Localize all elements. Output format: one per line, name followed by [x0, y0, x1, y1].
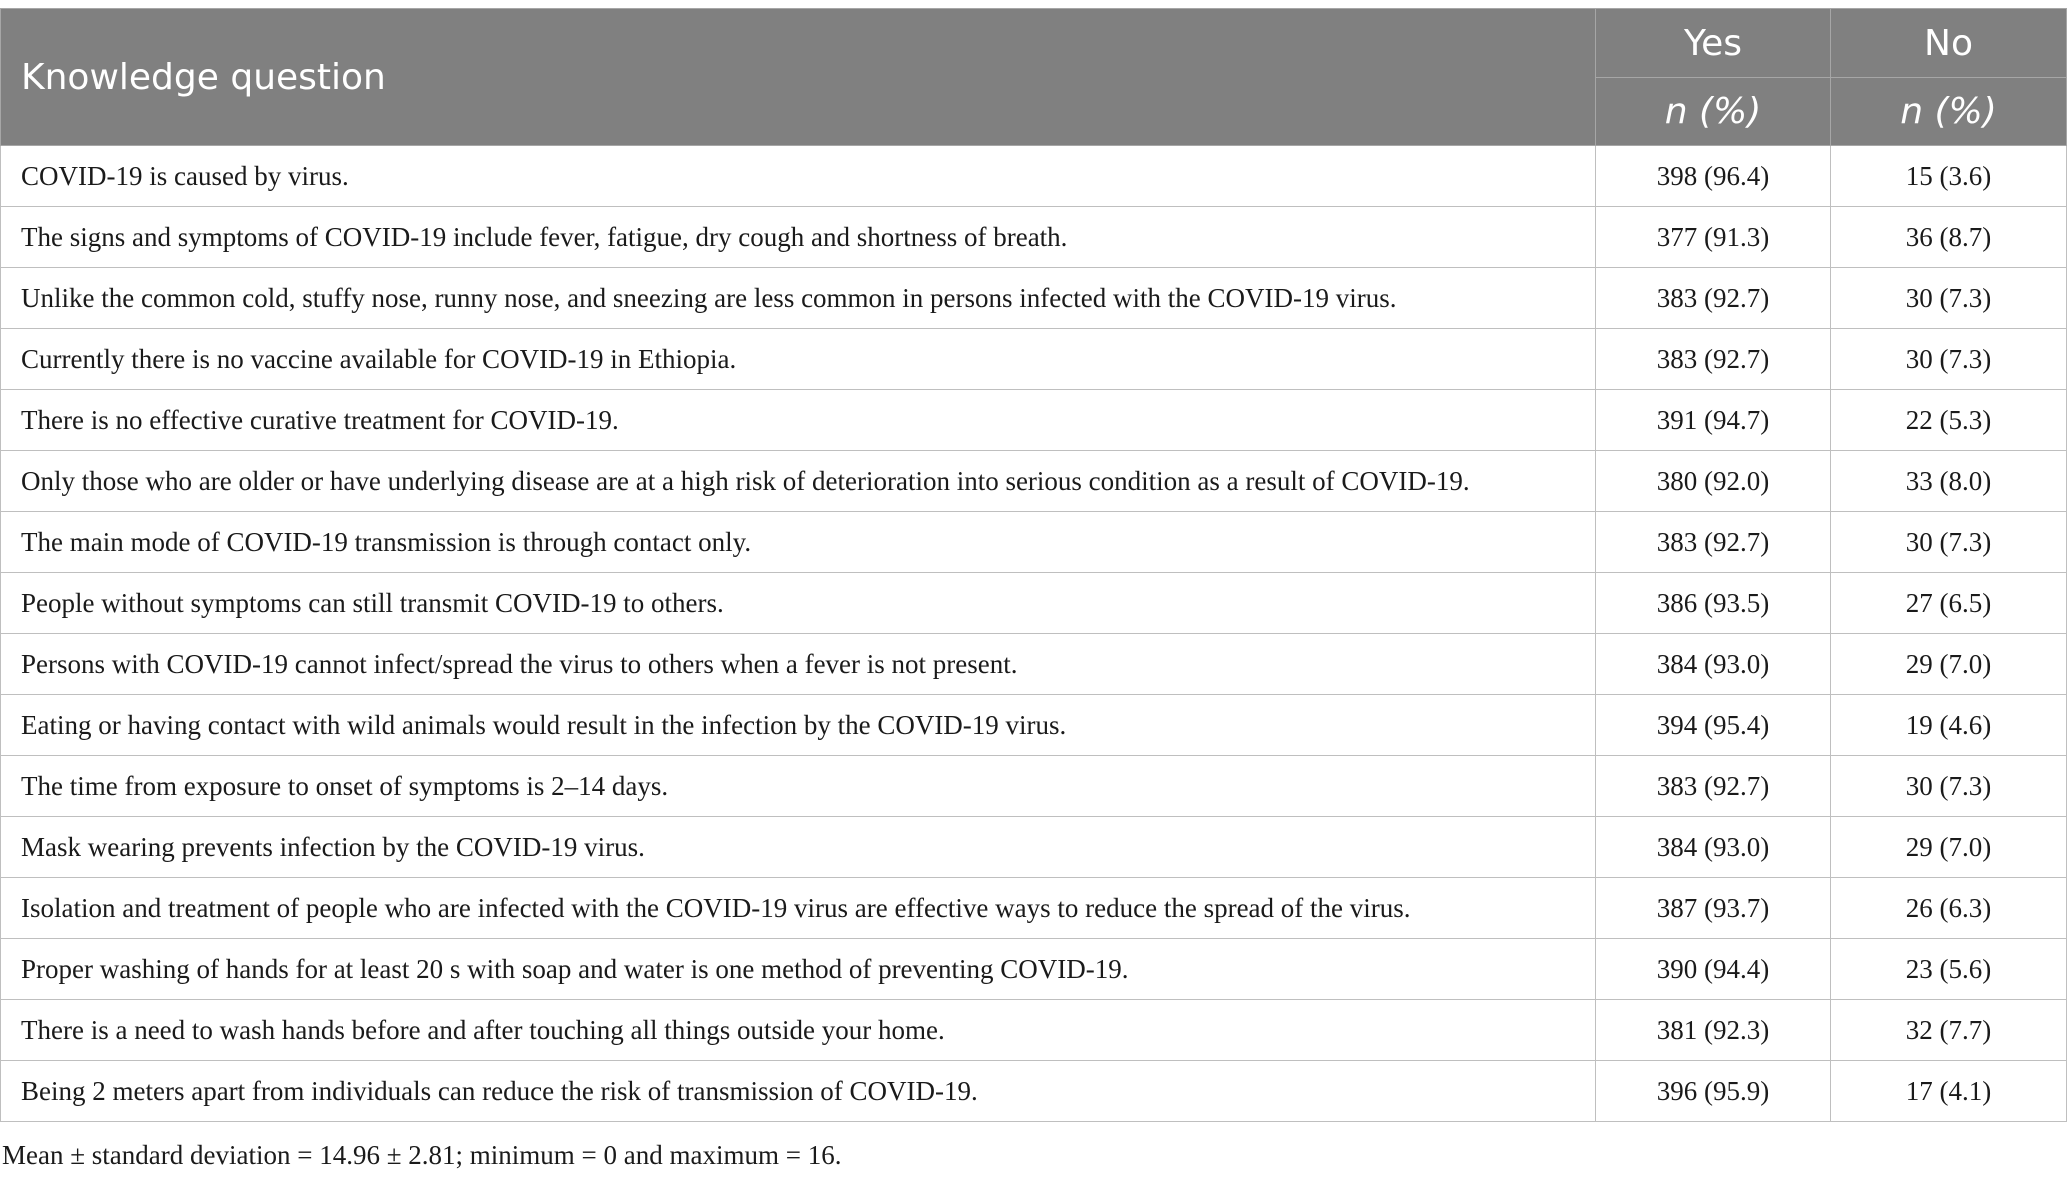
table-row: [1, 878, 2067, 939]
question-cell: The signs and symptoms of COVID-19 include fever, fatigue, dry cough and shortness of breath.: [1, 207, 1596, 268]
question-cell: Currently there is no vaccine available for COVID-19 in Ethiopia.: [1, 329, 1596, 390]
question-cell: Unlike the common cold, stuffy nose, runny nose, and sneezing are less common in persons infected with the COVID-19 virus.: [1, 268, 1596, 329]
table-row: [1, 268, 2067, 329]
question-cell: Being 2 meters apart from individuals can reduce the risk of transmission of COVID-19.: [1, 1061, 1596, 1122]
header-yes-n-percent: n (%): [1596, 78, 1831, 146]
question-cell: COVID-19 is caused by virus.: [1, 146, 1596, 207]
no-cell: 30 (7.3): [1831, 329, 2067, 390]
question-cell: Eating or having contact with wild animals would result in the infection by the COVID-19 virus.: [1, 695, 1596, 756]
table-header: [1, 9, 2067, 146]
table-footnote: Mean ± standard deviation = 14.96 ± 2.81; minimum = 0 and maximum = 16.: [2, 1140, 842, 1170]
yes-cell: 383 (92.7): [1596, 329, 1831, 390]
question-cell: There is a need to wash hands before and after touching all things outside your home.: [1, 1000, 1596, 1061]
question-cell: There is no effective curative treatment for COVID-19.: [1, 390, 1596, 451]
table-row: [1, 817, 2067, 878]
table-row: [1, 756, 2067, 817]
no-cell: 22 (5.3): [1831, 390, 2067, 451]
no-cell: 29 (7.0): [1831, 817, 2067, 878]
yes-cell: 384 (93.0): [1596, 817, 1831, 878]
table-row: [1, 1061, 2067, 1122]
yes-cell: 394 (95.4): [1596, 695, 1831, 756]
table-body: [1, 146, 2067, 1122]
yes-cell: 386 (93.5): [1596, 573, 1831, 634]
table-row: [1, 451, 2067, 512]
question-cell: Mask wearing prevents infection by the COVID-19 virus.: [1, 817, 1596, 878]
table-row: [1, 939, 2067, 1000]
header-knowledge-question: Knowledge question: [1, 9, 1596, 146]
question-cell: The time from exposure to onset of symptoms is 2–14 days.: [1, 756, 1596, 817]
no-cell: 23 (5.6): [1831, 939, 2067, 1000]
table-row: [1, 146, 2067, 207]
no-cell: 30 (7.3): [1831, 512, 2067, 573]
yes-cell: 398 (96.4): [1596, 146, 1831, 207]
header-no: No: [1831, 9, 2067, 78]
yes-cell: 396 (95.9): [1596, 1061, 1831, 1122]
yes-cell: 387 (93.7): [1596, 878, 1831, 939]
table-row: [1, 1000, 2067, 1061]
no-cell: 27 (6.5): [1831, 573, 2067, 634]
question-cell: Proper washing of hands for at least 20 s with soap and water is one method of preventing COVID-19.: [1, 939, 1596, 1000]
no-cell: 32 (7.7): [1831, 1000, 2067, 1061]
yes-cell: 383 (92.7): [1596, 756, 1831, 817]
yes-cell: 390 (94.4): [1596, 939, 1831, 1000]
yes-cell: 384 (93.0): [1596, 634, 1831, 695]
yes-cell: 383 (92.7): [1596, 512, 1831, 573]
header-yes: Yes: [1596, 9, 1831, 78]
no-cell: 26 (6.3): [1831, 878, 2067, 939]
no-cell: 15 (3.6): [1831, 146, 2067, 207]
question-cell: People without symptoms can still transmit COVID-19 to others.: [1, 573, 1596, 634]
question-cell: The main mode of COVID-19 transmission is through contact only.: [1, 512, 1596, 573]
no-cell: 36 (8.7): [1831, 207, 2067, 268]
knowledge-table-container: [0, 8, 2066, 1122]
header-no-n-percent: n (%): [1831, 78, 2067, 146]
table-row: [1, 695, 2067, 756]
yes-cell: 383 (92.7): [1596, 268, 1831, 329]
question-cell: Only those who are older or have underlying disease are at a high risk of deterioration into serious condition as a result of COVID-19.: [1, 451, 1596, 512]
table-row: [1, 512, 2067, 573]
yes-cell: 380 (92.0): [1596, 451, 1831, 512]
table-row: [1, 207, 2067, 268]
no-cell: 33 (8.0): [1831, 451, 2067, 512]
no-cell: 29 (7.0): [1831, 634, 2067, 695]
yes-cell: 377 (91.3): [1596, 207, 1831, 268]
knowledge-table: [0, 8, 2067, 1122]
table-row: [1, 634, 2067, 695]
table-row: [1, 329, 2067, 390]
question-cell: Isolation and treatment of people who are infected with the COVID-19 virus are effective ways to reduce the spread of the virus.: [1, 878, 1596, 939]
table-row: [1, 573, 2067, 634]
yes-cell: 391 (94.7): [1596, 390, 1831, 451]
table-row: [1, 390, 2067, 451]
no-cell: 30 (7.3): [1831, 268, 2067, 329]
yes-cell: 381 (92.3): [1596, 1000, 1831, 1061]
no-cell: 17 (4.1): [1831, 1061, 2067, 1122]
no-cell: 19 (4.6): [1831, 695, 2067, 756]
question-cell: Persons with COVID-19 cannot infect/spread the virus to others when a fever is not present.: [1, 634, 1596, 695]
no-cell: 30 (7.3): [1831, 756, 2067, 817]
